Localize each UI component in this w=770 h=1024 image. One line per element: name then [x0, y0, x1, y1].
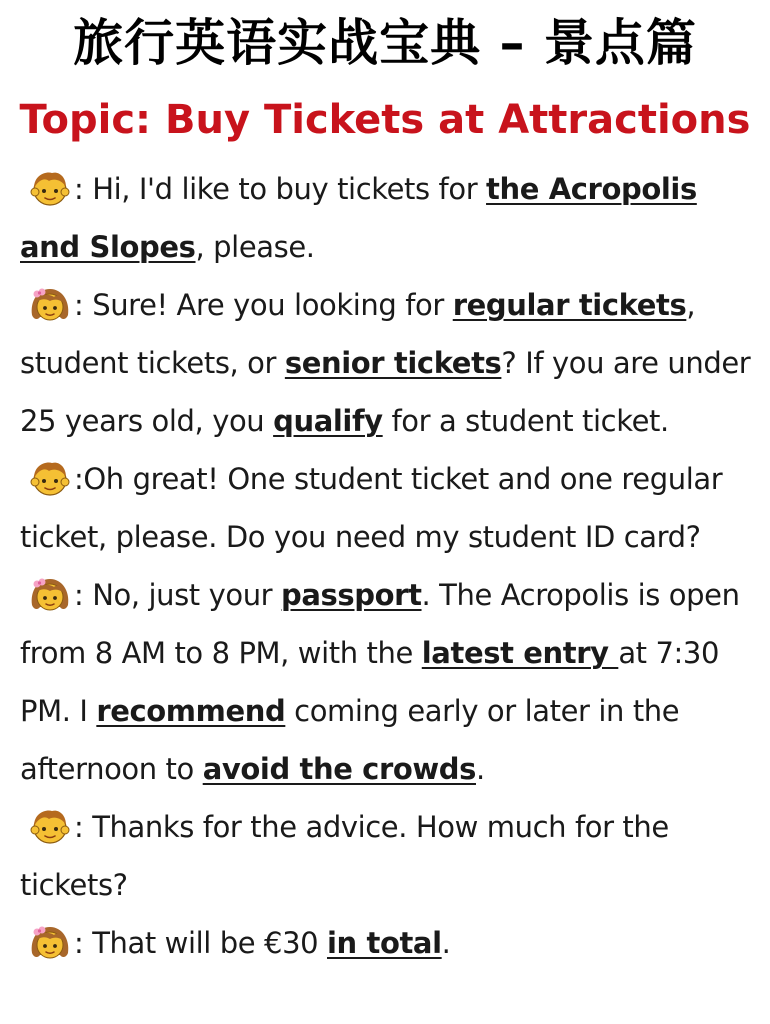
dialogue-turn-staff: [20, 566, 762, 798]
dialogue: [20, 160, 762, 972]
dialogue-text: . The Acropolis is open from 8 AM to 8 PM, with the: [20, 578, 740, 670]
keyword-phrase: the Acropolis and Slopes: [20, 172, 697, 264]
dialogue-text: : That will be €30: [74, 926, 327, 960]
dialogue-text: , student tickets, or: [20, 288, 696, 380]
dialogue-text: for a student ticket.: [382, 404, 669, 438]
boy-face-icon: [28, 807, 72, 845]
dialogue-text: ? If you are under 25 years old, you: [20, 346, 751, 438]
girl-face-icon: [28, 285, 72, 323]
boy-face-icon: [28, 169, 72, 207]
dialogue-text: : Sure! Are you looking for: [74, 288, 453, 322]
keyword-phrase: qualify: [273, 404, 383, 438]
boy-face-icon: [28, 459, 72, 497]
keyword-phrase: avoid the crowds: [202, 752, 476, 786]
dialogue-turn-traveler: [20, 798, 762, 914]
keyword-phrase: in total: [327, 926, 442, 960]
dialogue-text: : No, just your: [74, 578, 282, 612]
girl-face-icon: [28, 575, 72, 613]
dialogue-text: .: [441, 926, 451, 960]
keyword-phrase: regular tickets: [452, 288, 687, 322]
dialogue-text: :Oh great! One student ticket and one regular ticket, please. Do you need my student ID card?: [20, 462, 723, 554]
dialogue-text: : Hi, I'd like to buy tickets for: [74, 172, 487, 206]
dialogue-turn-traveler: [20, 160, 762, 276]
dialogue-turn-staff: [20, 914, 762, 972]
dialogue-turn-traveler: [20, 450, 762, 566]
keyword-phrase: senior tickets: [284, 346, 502, 380]
dialogue-text: , please.: [195, 230, 315, 264]
dialogue-turn-staff: [20, 276, 762, 450]
topic-heading: Topic: Buy Tickets at Attractions: [19, 97, 751, 143]
dialogue-text: .: [476, 752, 485, 786]
page-title: 旅行英语实战宝典 – 景点篇: [73, 14, 697, 72]
dialogue-text: coming early or later in the afternoon to: [20, 694, 680, 786]
keyword-phrase: passport: [281, 578, 422, 612]
keyword-phrase: recommend: [96, 694, 286, 728]
dialogue-text: : Thanks for the advice. How much for the tickets?: [20, 810, 669, 902]
girl-face-icon: [28, 923, 72, 961]
keyword-phrase: latest entry: [421, 636, 619, 670]
dialogue-text: at 7:30 PM. I: [20, 636, 719, 728]
